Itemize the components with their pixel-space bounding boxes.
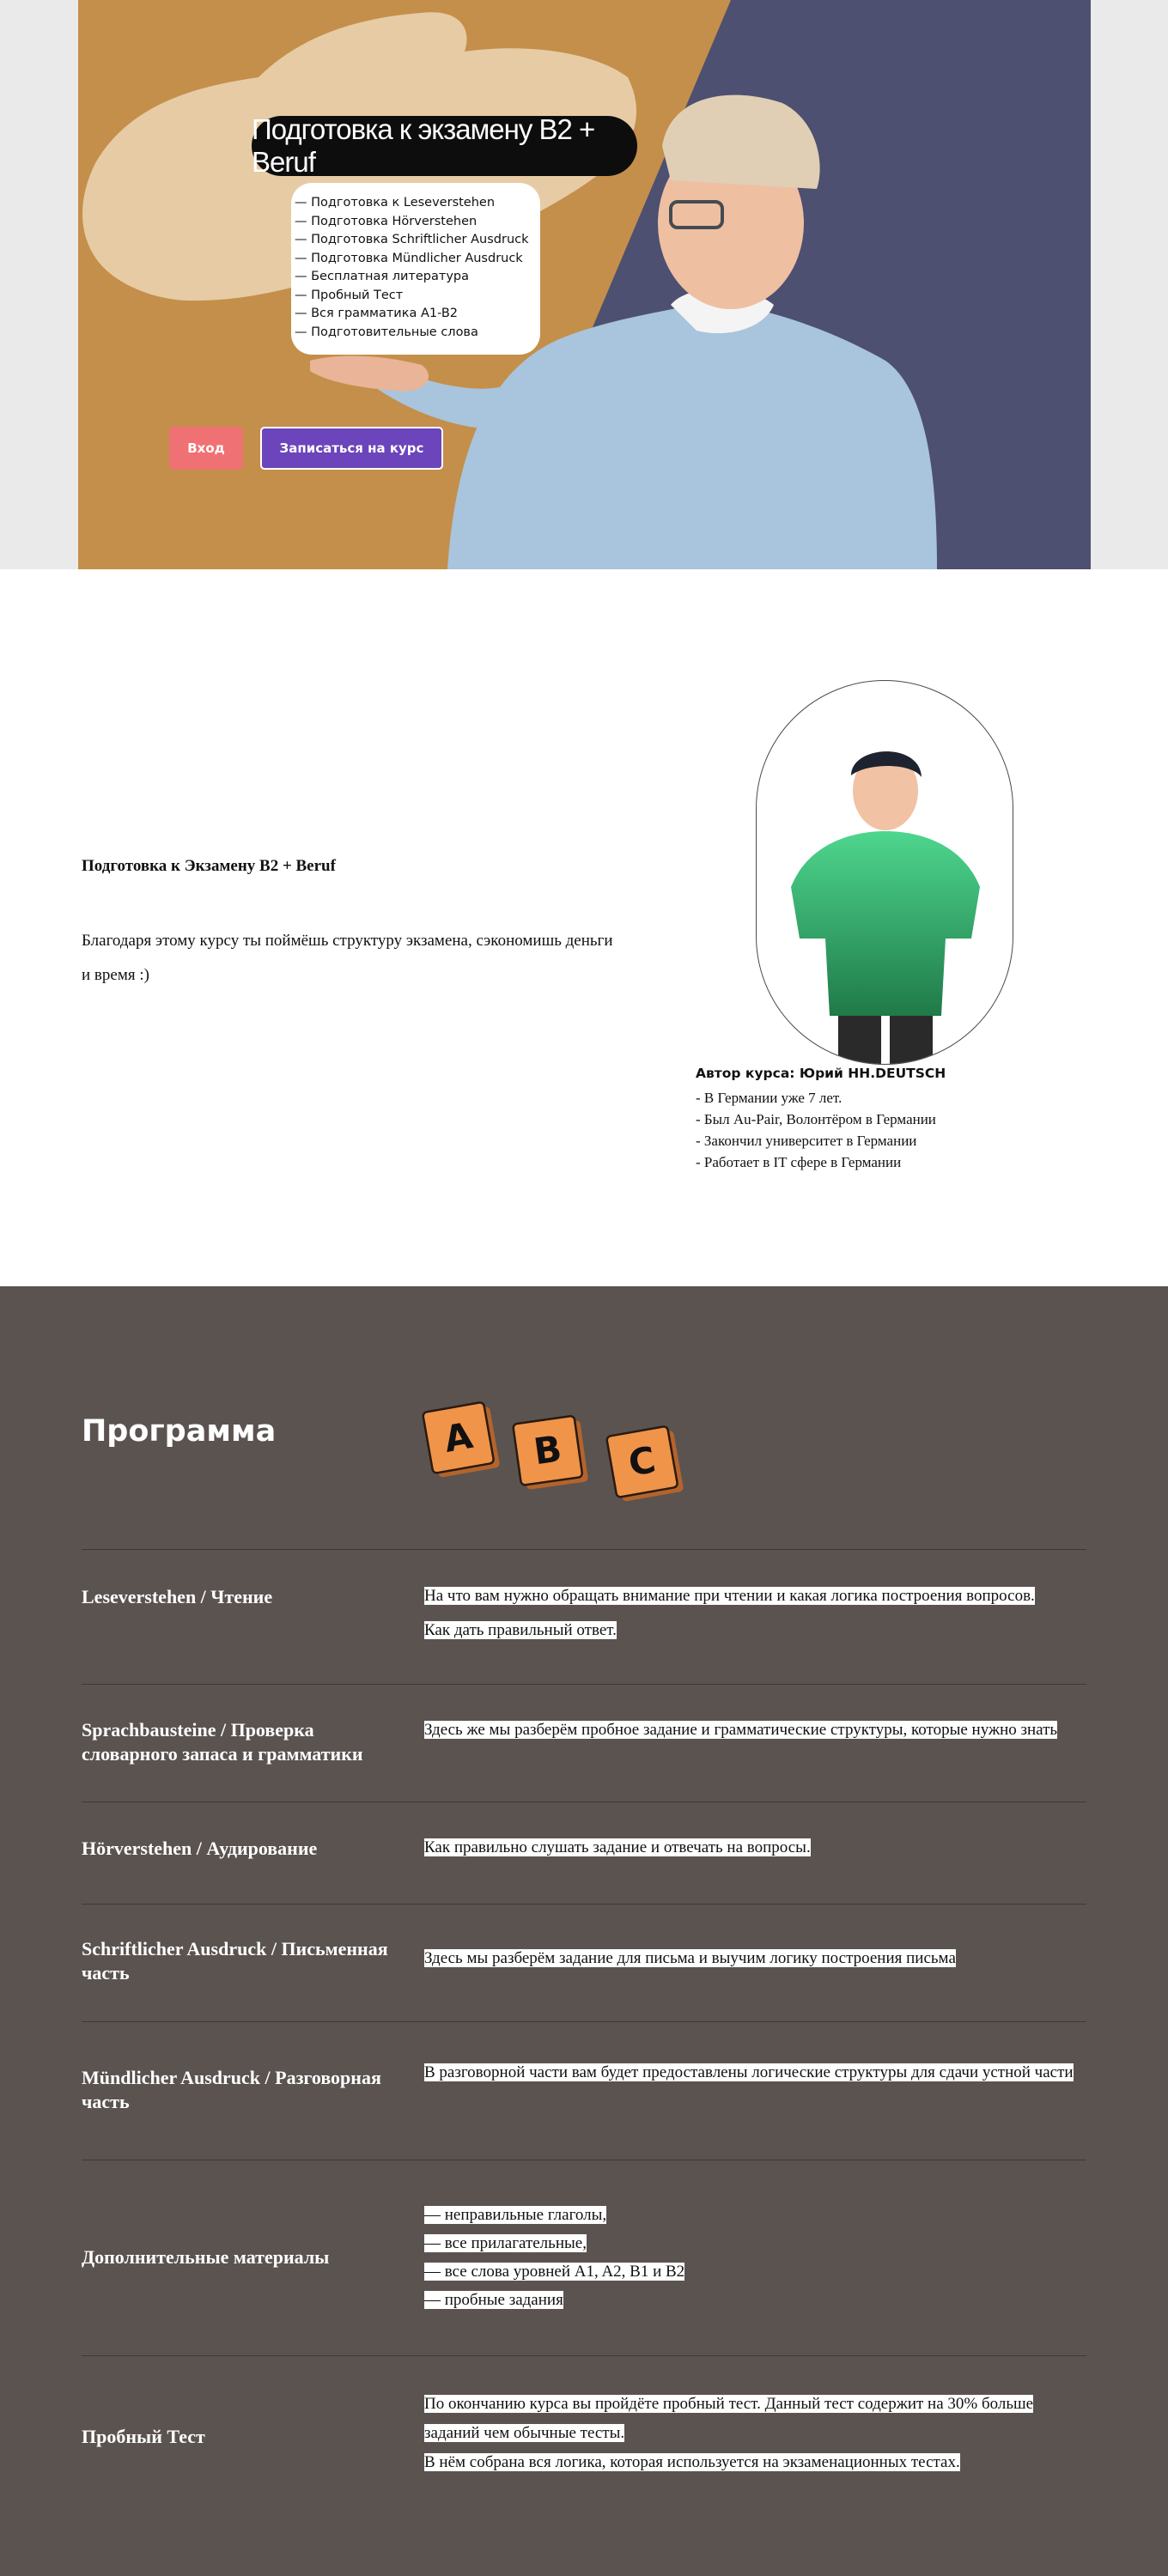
description-line: — пробные задания bbox=[424, 2291, 563, 2309]
author-fact: - Был Au-Pair, Волонтёром в Германии bbox=[696, 1111, 936, 1127]
topic-item: — Подготовка Mündlicher Ausdruck bbox=[295, 251, 523, 265]
topic-item: — Подготовительные слова bbox=[295, 325, 478, 339]
program-row-label: Schriftlicher Ausdruck / Письменная часть bbox=[82, 1938, 388, 1984]
hero-illustration bbox=[78, 0, 1091, 569]
description-line: Как дать правильный ответ. bbox=[424, 1621, 617, 1639]
program-row-description bbox=[424, 1941, 1077, 1976]
description-line: — все слова уровней A1, A2, B1 и B2 bbox=[424, 2263, 685, 2281]
program-row-label: Sprachbausteine / Проверка словарного запаса и грамматики bbox=[82, 1719, 363, 1765]
course-description: Благодаря этому курсу ты поймёшь структуру экзамена, сэкономишь деньги и время :) bbox=[82, 932, 613, 984]
topic-item: — Вся грамматика A1-B2 bbox=[295, 307, 458, 320]
author-fact: - Закончил университет в Германии bbox=[696, 1133, 917, 1149]
topic-item: — Подготовка Schriftlicher Ausdruck bbox=[295, 233, 529, 246]
description-line: В нём собрана вся логика, которая используется на экзаменационных тестах. bbox=[424, 2453, 960, 2471]
description-line: Здесь мы разберём задание для письма и выучим логику построения письма bbox=[424, 1949, 956, 1967]
enroll-button[interactable]: Записаться на курс bbox=[260, 427, 443, 470]
program-row-label: Пробный Тест bbox=[82, 2426, 205, 2447]
divider bbox=[82, 1684, 1086, 1685]
description-line: — неправильные глаголы, bbox=[424, 2206, 607, 2224]
description-line: На что вам нужно обращать внимание при чтении и какая логика построения вопросов. bbox=[424, 1587, 1035, 1605]
program-row-description bbox=[424, 2201, 1077, 2314]
topic-item: — Подготовка к Leseverstehen bbox=[295, 196, 496, 210]
author-facts bbox=[696, 1087, 936, 1173]
tile-c bbox=[606, 1425, 684, 1503]
description-line: Здесь же мы разберём пробное задание и грамматические структуры, которые нужно знать bbox=[424, 1721, 1058, 1739]
description-line: В разговорной части вам будет предоставлены логические структуры для сдачи устной части bbox=[424, 2063, 1074, 2081]
hero-title: Подготовка к экзамену B2 + Beruf bbox=[252, 116, 637, 176]
program-row-label: Hörverstehen / Аудирование bbox=[82, 1838, 318, 1859]
topic-item: — Пробный Тест bbox=[295, 288, 404, 302]
divider bbox=[82, 1801, 1086, 1802]
program-section bbox=[0, 1286, 1168, 2576]
program-row-description bbox=[424, 1831, 1077, 1865]
description-line: По окончанию курса вы пройдёте пробный тест. Данный тест содержит на 30% больше заданий чем обычные тесты. bbox=[424, 2395, 1034, 2442]
divider bbox=[82, 2021, 1086, 2022]
login-button[interactable]: Вход bbox=[169, 427, 243, 470]
course-title: Подготовка к Экзамену B2 + Beruf bbox=[82, 857, 336, 875]
hero-topic-list bbox=[291, 183, 540, 355]
author-fact: - В Германии уже 7 лет. bbox=[696, 1090, 843, 1106]
tile-letter: B bbox=[531, 1427, 564, 1473]
divider bbox=[82, 1904, 1086, 1905]
tile-a bbox=[423, 1401, 500, 1479]
program-row-description bbox=[424, 1579, 1077, 1648]
author-name: Автор курса: Юрий HH.DEUTSCH bbox=[696, 1066, 946, 1081]
topic-item: — Подготовка Hörverstehen bbox=[295, 214, 478, 228]
program-row-description bbox=[424, 2061, 1077, 2084]
divider bbox=[82, 2355, 1086, 2356]
description-line: — все прилагательные, bbox=[424, 2234, 587, 2252]
author-photo bbox=[756, 680, 1013, 1065]
tile-letter: C bbox=[625, 1438, 660, 1485]
program-row-label: Mündlicher Ausdruck / Разговорная часть bbox=[82, 2067, 381, 2112]
hand bbox=[310, 356, 429, 392]
hero-banner bbox=[78, 0, 1091, 569]
divider bbox=[82, 1549, 1086, 1550]
program-row-label: Leseverstehen / Чтение bbox=[82, 1586, 273, 1607]
author-figure bbox=[757, 681, 1013, 1065]
program-title: Программа bbox=[82, 1414, 277, 1449]
abc-tiles-illustration bbox=[421, 1398, 696, 1518]
author-fact: - Работает в IT сфере в Германии bbox=[696, 1154, 902, 1170]
program-row-description bbox=[424, 1718, 1077, 1741]
topic-item: — Бесплатная литература bbox=[295, 270, 469, 283]
tile-letter: A bbox=[441, 1413, 476, 1461]
program-row-description bbox=[424, 2390, 1077, 2477]
tile-b bbox=[513, 1415, 588, 1491]
program-row-label: Дополнительные материалы bbox=[82, 2246, 330, 2268]
description-line: Как правильно слушать задание и отвечать на вопросы. bbox=[424, 1838, 811, 1856]
